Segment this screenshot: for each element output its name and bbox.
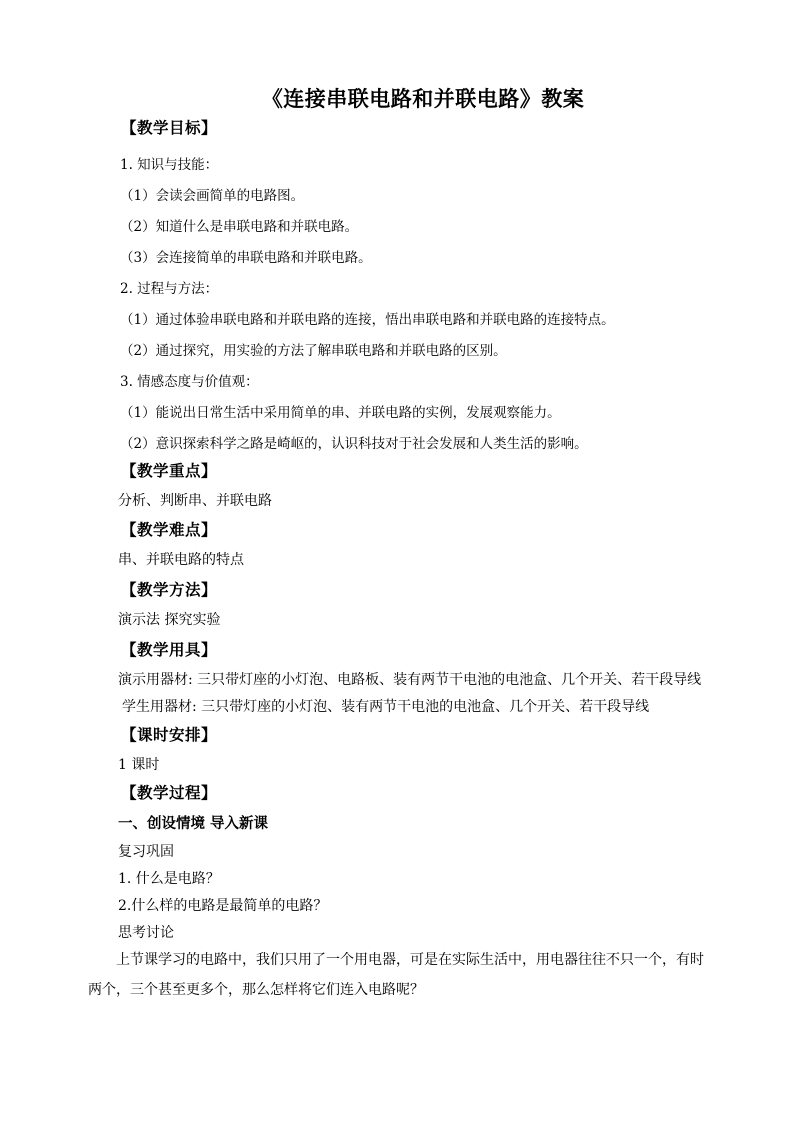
process-main-heading: 【教学过程】 [121, 784, 218, 802]
knowledge-heading: 1. 知识与技能： [120, 157, 219, 173]
schedule-heading: 【课时安排】 [121, 726, 218, 744]
process-item-2: （2）通过探究，用实验的方法了解串联电路和并联电路的区别。 [120, 343, 507, 359]
tools-heading: 【教学用具】 [121, 641, 218, 659]
methods-heading: 【教学方法】 [121, 581, 218, 599]
difficulties-heading: 【教学难点】 [121, 521, 218, 539]
attitude-item-1: （1）能说出日常生活中采用简单的串、并联电路的实例，发展观察能力。 [120, 405, 561, 421]
key-points-text: 分析、判断串、并联电路 [118, 493, 272, 509]
question-2: 2.什么样的电路是最简单的电路？ [118, 898, 328, 914]
key-points-heading: 【教学重点】 [121, 462, 218, 480]
knowledge-item-2: （2）知道什么是串联电路和并联电路。 [120, 219, 359, 235]
review-label: 复习巩固 [118, 844, 174, 860]
section-one-heading: 一、创设情境 导入新课 [118, 816, 269, 832]
attitude-item-2: （2）意识探索科学之路是崎岖的，认识科技对于社会发展和人类生活的影响。 [120, 436, 588, 452]
methods-text: 演示法 探究实验 [118, 612, 221, 628]
intro-paragraph: 上节课学习的电路中，我们只用了一个用电器，可是在实际生活中，用电器往往不只一个，有时两个，三个甚至更多个，那么怎样将它们连入电路呢？ [88, 952, 704, 998]
document-title: 《连接串联电路和并联电路》教案 [261, 87, 585, 111]
attitude-heading: 3. 情感态度与价值观： [120, 374, 259, 390]
difficulties-text: 串、并联电路的特点 [118, 552, 244, 568]
discussion-label: 思考讨论 [118, 925, 174, 941]
question-1: 1. 什么是电路？ [118, 871, 220, 887]
tools-demo: 演示用器材: 三只带灯座的小灯泡、电路板、装有两节干电池的电池盒、几个开关、若干段导线 [118, 672, 702, 688]
process-item-1: （1）通过体验串联电路和并联电路的连接，悟出串联电路和并联电路的连接特点。 [120, 312, 615, 328]
process-heading: 2. 过程与方法： [120, 281, 219, 297]
knowledge-item-3: （3）会连接简单的串联电路和并联电路。 [120, 250, 372, 266]
tools-student: 学生用器材: 三只带灯座的小灯泡、装有两节干电池的电池盒、几个开关、若干段导线 [122, 699, 650, 715]
objectives-heading: 【教学目标】 [121, 119, 218, 137]
knowledge-item-1: （1）会读会画简单的电路图。 [120, 188, 305, 204]
schedule-text: 1 课时 [118, 757, 160, 773]
